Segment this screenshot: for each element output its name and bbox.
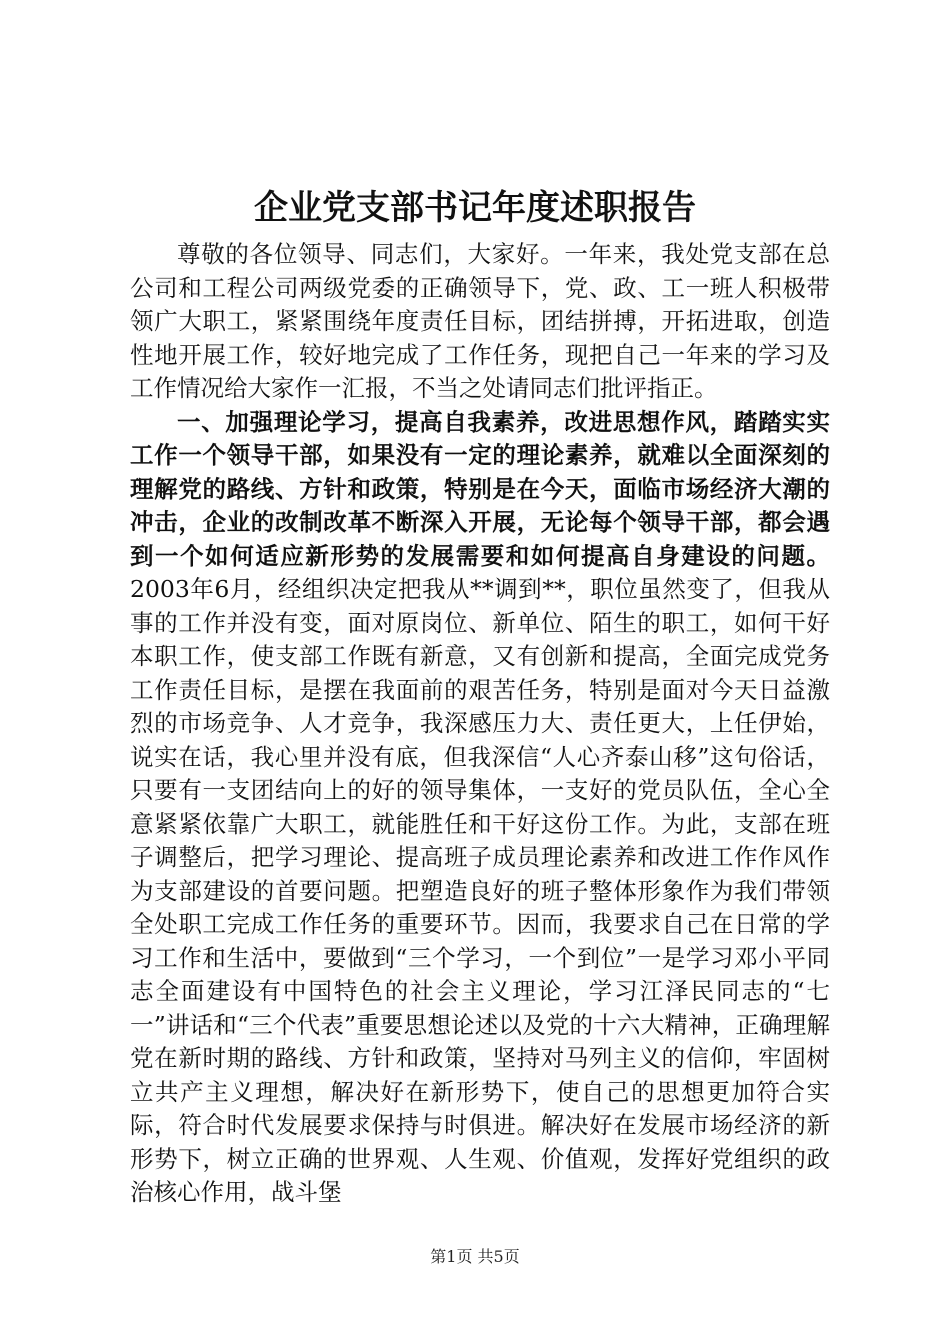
section-one-paragraph [130, 406, 830, 1210]
page-footer: 第1页 共5页 [430, 1247, 520, 1266]
document-body [130, 238, 830, 1210]
document-title: 企业党支部书记年度述职报告 [254, 188, 696, 228]
section-one-body-text: 2003年6月，经组织决定把我从**调到**，职位虽然变了，但我从事的工作并没有变，面对原岗位、新单位、陌生的职工，如何干好本职工作，使支部工作既有新意，又有创新和提高，全面完成党务工作责任目标，是摆在我面前的艰苦任务，特别是面对今天日益激烈的市场竞争、人才竞争，我深感压力大、责任更大，上任伊始，说实在话，我心里并没有底，但我深信“人心齐泰山移”这句俗话，只要有一支团结向上的好的领导集体，一支好的党员队伍，全心全意紧紧依靠广大职工，就能胜任和干好这份工作。为此，支部在班子调整后，把学习理论、提高班子成员理论素养和改进工作作风作为支部建设的首要问题。把塑造良好的班子整体形象作为我们带领全处职工完成工作任务的重要环节。因而，我要求自己在日常的学习工作和生活中，要做到“三个学习，一个到位”一是学习邓小平同志全面建设有中国特色的社会主义理论，学习江泽民同志的“七一”讲话和“三个代表”重要思想论述以及党的十六大精神，正确理解党在新时期的路线、方针和政策，坚持对马列主义的信仰，牢固树立共产主义理想，解决好在新形势下，使自己的思想更加符合实际，符合时代发展要求保持与时俱进。解决好在发展市场经济的新形势下，树立正确的世界观、人生观、价值观，发挥好党组织的政治核心作用，战斗堡 [130, 575, 830, 1206]
section-one-heading-text: 一、加强理论学习，提高自我素养，改进思想作风，踏踏实实工作一个领导干部，如果没有一定的理论素养，就难以全面深刻的理解党的路线、方针和政策，特别是在今天，面临市场经济大潮的冲击，企业的改制改革不断深入开展，无论每个领导干部，都会遇到一个如何适应新形势的发展需要和如何提高自身建设的问题。 [130, 407, 830, 570]
intro-paragraph: 尊敬的各位领导、同志们，大家好。一年来，我处党支部在总公司和工程公司两级党委的正确领导下，党、政、工一班人积极带领广大职工，紧紧围绕年度责任目标，团结拼搏，开拓进取，创造性地开展工作，较好地完成了工作任务，现把自己一年来的学习及工作情况给大家作一汇报，不当之处请同志们批评指正。 [130, 240, 830, 402]
